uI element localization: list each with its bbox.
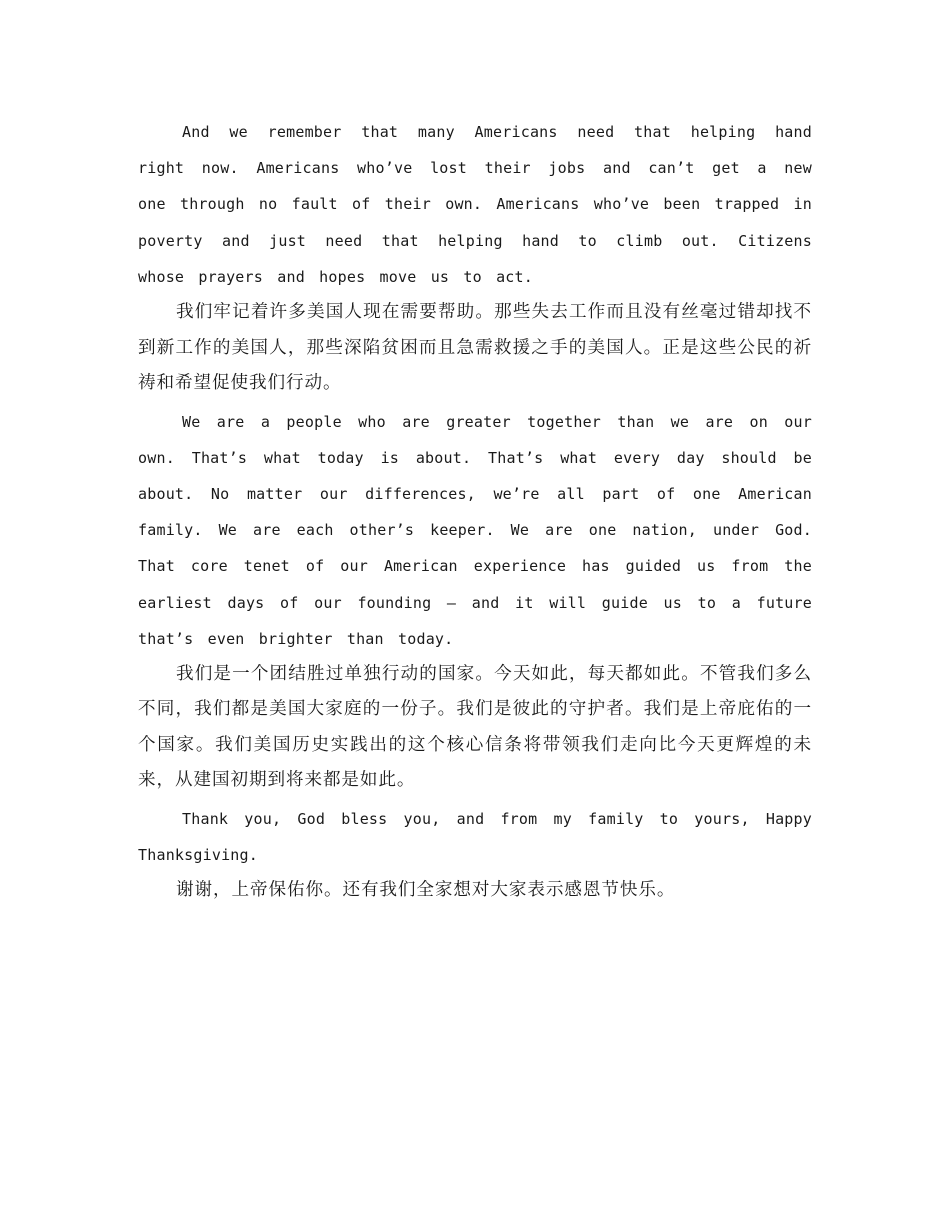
paragraph-chinese-3: 谢谢，上帝保佑你。还有我们全家想对大家表示感恩节快乐。 [176, 880, 676, 901]
paragraph-chinese-1: 我们牢记着许多美国人现在需要帮助。那些失去工作而且没有丝毫过错却找不到新工作的美国人，那些深陷贫困而且急需救援之手的美国人。正是这些公民的祈祷和希望促使我们行动。 [138, 302, 812, 394]
paragraph-english-3: Thank you, God bless you, and from my family to yours, Happy Thanksgiving. [138, 809, 812, 865]
paragraph-chinese-2: 我们是一个团结胜过单独行动的国家。今天如此，每天都如此。不管我们多么不同，我们都是美国大家庭的一份子。我们是彼此的守护者。我们是上帝庇佑的一个国家。我们美国历史实践出的这个核心信条将带领我们走向比今天更辉煌的未来，从建国初期到将来都是如此。 [138, 663, 812, 791]
document-body [138, 114, 812, 909]
paragraph-english-2: We are a people who are greater together than we are on our own. That’s what today is about. That’s what every day should be about. No matter our differences, we’re all part of one American family. We are each other’s keeper. We are one nation, under God. That core tenet of our American experience has guided us from the earliest days of our founding – and it will guide us to a future that’s even brighter than today. [138, 412, 812, 648]
paragraph-english-1: And we remember that many Americans need that helping hand right now. Americans who’ve lost their jobs and can’t get a new one through no fault of their own. Americans who’ve been trapped in poverty and just need that helping hand to climb out. Citizens whose prayers and hopes move us to act. [138, 123, 812, 286]
